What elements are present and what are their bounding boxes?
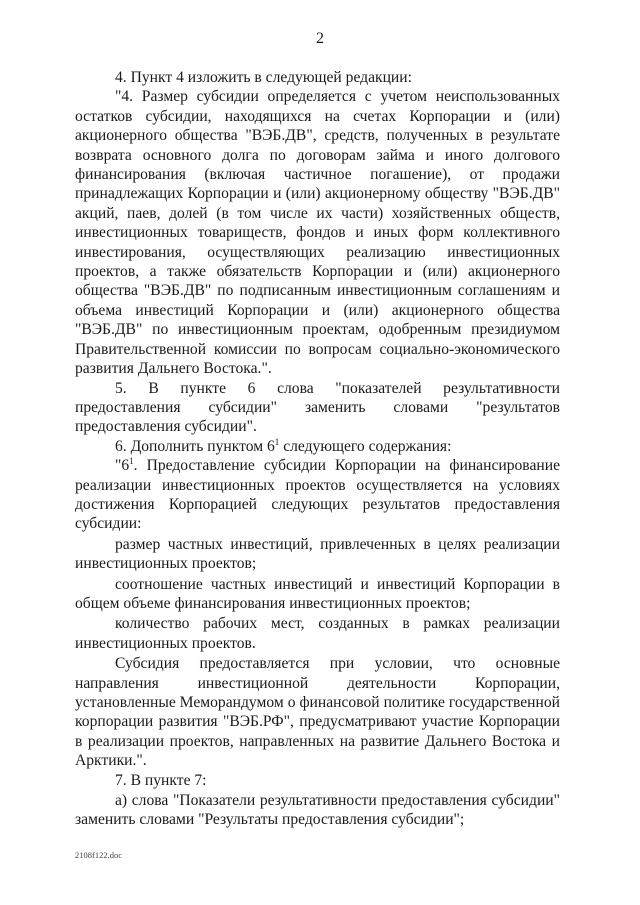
paragraph-result-jobs: количество рабочих мест, созданных в рамках реализации инвестиционных проектов. [75,615,560,652]
paragraph-item-6-1-text [75,456,560,534]
paragraph-item-4: 4. Пункт 4 изложить в следующей редакции: [115,69,412,86]
document-filename: 2108f122.doc [75,850,122,860]
paragraph-item-4-text: "4. Размер субсидии определяется с учетом неиспользованных остатков субсидии, находящихся на счетах Корпорации и (или) акционерного общества "ВЭБ.ДВ", средств, полученных в результате возврата основного долга по договорам займа и иного долгового финансирования (включая частичное погашение), от продажи принадлежащих Корпорации и (или) акционерному обществу "ВЭБ.ДВ" акций, паев, долей (в том числе их части) хозяйственных обществ, инвестиционных товариществ, фондов и иных форм коллективного инвестирования, осуществляющих реализацию инвестиционных проектов, а также обязательств Корпорации и (или) акционерного общества "ВЭБ.ДВ" по подписанным инвестиционным соглашениям и объема инвестиций Корпорации и (или) акционерного общества "ВЭБ.ДВ" по инвестиционным проектам, одобренным президиумом Правительственной комиссии по вопросам социально-экономического развития Дальнего Востока.". [75,88,560,378]
document-body [75,68,560,830]
page-number: 2 [316,30,324,47]
paragraph-item-6 [75,437,560,456]
paragraph-item-6-superscript: 1 [274,436,280,447]
paragraph-item-6-before: 6. Дополнить пунктом 6 [115,437,275,455]
paragraph-item-6-1-superscript: 1 [129,456,134,467]
paragraph-item-7: 7. В пункте 7: [115,771,207,789]
paragraph-item-7-a: а) слова "Показатели результативности предоставления субсидии" заменить словами "Результаты предоставления субсидии"; [75,792,560,829]
paragraph-result-investment-ratio: соотношение частных инвестиций и инвестиций Корпорации в общем объеме финансирования инвестиционных проектов; [75,575,560,612]
paragraph-item-5: 5. В пункте 6 слова "показателей результативности предоставления субсидии" заменить словами "результатов предоставления субсидии". [75,379,560,436]
paragraph-item-6-1-after: . Предоставление субсидии Корпорации на финансирование реализации инвестиционных проектов осуществляется на условиях достижения Корпорацией следующих результатов предоставления субсидии: [75,457,560,533]
paragraph-subsidy-condition: Субсидия предоставляется при условии, что основные направления инвестиционной деятельности Корпорации, установленные Меморандумом о финансовой политике государственной корпорации развития "ВЭБ.РФ", предусматривают участие Корпорации в реализации проектов, направленных на развитие Дальнего Востока и Арктики.". [75,655,560,770]
paragraph-result-private-investment: размер частных инвестиций, привлеченных в целях реализации инвестиционных проектов; [75,535,560,573]
paragraph-item-6-after: следующего содержания: [279,437,452,455]
paragraph-item-6-1-before: "6 [115,457,130,475]
